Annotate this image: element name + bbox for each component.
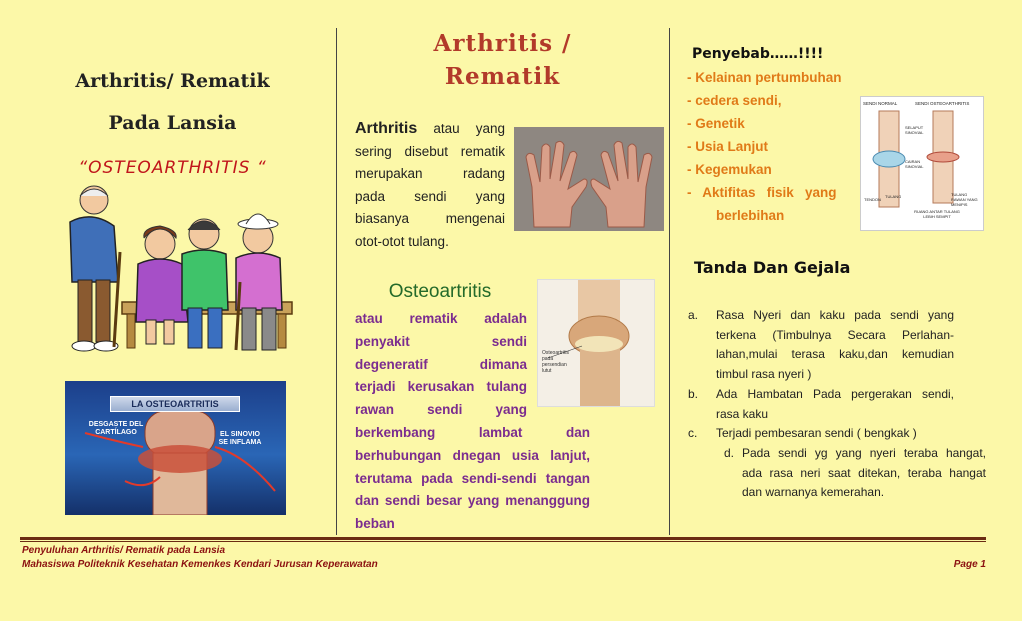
diagram-label-tulang: TULANG [885, 194, 902, 199]
osteoartritis-definition-bottom: berkembang lambat dan berhubungan dnegan usia lanjut, terutama pada sendi-sendi tangan dan sendi besar yang menanggung beban [355, 425, 590, 532]
cause-item: - cedera sendi, [687, 93, 782, 108]
column-divider-1 [336, 28, 337, 535]
section-heading-line2: Rematik [444, 63, 561, 90]
cause-item: - Usia Lanjut [687, 139, 769, 154]
page-number: Page 1 [953, 559, 986, 570]
knee-label-right: EL SINOVIO SE INFLAMA [218, 431, 262, 446]
footer-institution: Mahasiswa Politeknik Kesehatan Kemenkes Kendari Jurusan Keperawatan [22, 559, 378, 570]
symptom-item-b: b. Ada Hambatan Pada pergerakan sendi, rasa kaku [688, 387, 954, 421]
footer-rule [20, 537, 986, 540]
joint-comparison-diagram [860, 96, 984, 231]
cause-item: - Genetik [687, 116, 745, 131]
knee-image-banner: LA OSTEOARTRITIS [110, 396, 240, 412]
diagram-label-selaput: SELAPUT SINOVIAL [905, 125, 924, 135]
cause-item: - Kegemukan [687, 162, 772, 177]
causes-title: Penyebab……!!!! [692, 46, 824, 62]
diagram-label-cairan: CAIRAN SINOVIAL [905, 159, 924, 169]
main-title-line1: Arthritis/ Rematik [75, 70, 270, 92]
osteoarthritis-knee-image [65, 381, 286, 515]
diagram-label-normal: SENDI NORMAL [863, 101, 898, 106]
elderly-people-illustration [52, 182, 296, 362]
cause-item: - Kelainan pertumbuhan [687, 70, 842, 85]
symptom-item-d: d. Pada sendi yg yang nyeri teraba hangat, ada rasa neri saat ditekan, teraba hangat dan warnanya kemerahan. [724, 446, 986, 499]
arthritis-definition: Arthritis atau yang sering disebut rematik merupakan radang pada sendi yang biasanya mengenai otot-otot tulang. [355, 120, 505, 249]
column-divider-2 [669, 28, 670, 535]
osteoarthritis-subtitle: “OSTEOARTHRITIS “ [78, 158, 267, 178]
symptoms-title: Tanda Dan Gejala [694, 258, 851, 277]
footer-rule-thin [20, 541, 986, 542]
cause-item-continuation: berlebihan [716, 208, 785, 223]
main-title-line2: Pada Lansia [108, 112, 237, 134]
diagram-label-tulang-rawan: TULANG RAWAN YANG MENIPIS [951, 192, 978, 207]
knee-label-left: DESGASTE DEL CARTÍLAGO [88, 421, 144, 436]
arthritis-term: Arthritis [355, 120, 418, 137]
symptom-item-c: c. Terjadi pembesaran sendi ( bengkak ) [688, 426, 917, 440]
knee-xray-label: Osteoartritis pada persendian lutut [542, 350, 569, 374]
section-heading-line1: Arthritis / [433, 30, 572, 57]
diagram-label-ruang: RUANG ANTAR TULANG LEBIH SEMPIT [914, 209, 960, 219]
arthritic-hands-photo [514, 127, 664, 231]
cause-item: - Aktifitas fisik yang [687, 185, 837, 200]
footer-title: Penyuluhan Arthritis/ Rematik pada Lansia [22, 545, 226, 556]
osteoartritis-heading: Osteoartritis [388, 281, 492, 302]
diagram-label-osteo: SENDI OSTEOARTHRITIS [915, 101, 970, 106]
symptom-item-a: a. Rasa Nyeri dan kaku pada sendi yang terkena (Timbulnya Secara Perlahan- lahan,mulai terasa kaku,dan kemudian timbul rasa nyeri ) [688, 308, 954, 381]
osteoartritis-definition-top: atau rematik adalah penyakit sendi degeneratif dimana terjadi kerusakan tulang rawan sendi yang [355, 311, 527, 418]
knee-xray-image [537, 279, 655, 407]
diagram-label-tendon: TENDON [864, 197, 881, 202]
